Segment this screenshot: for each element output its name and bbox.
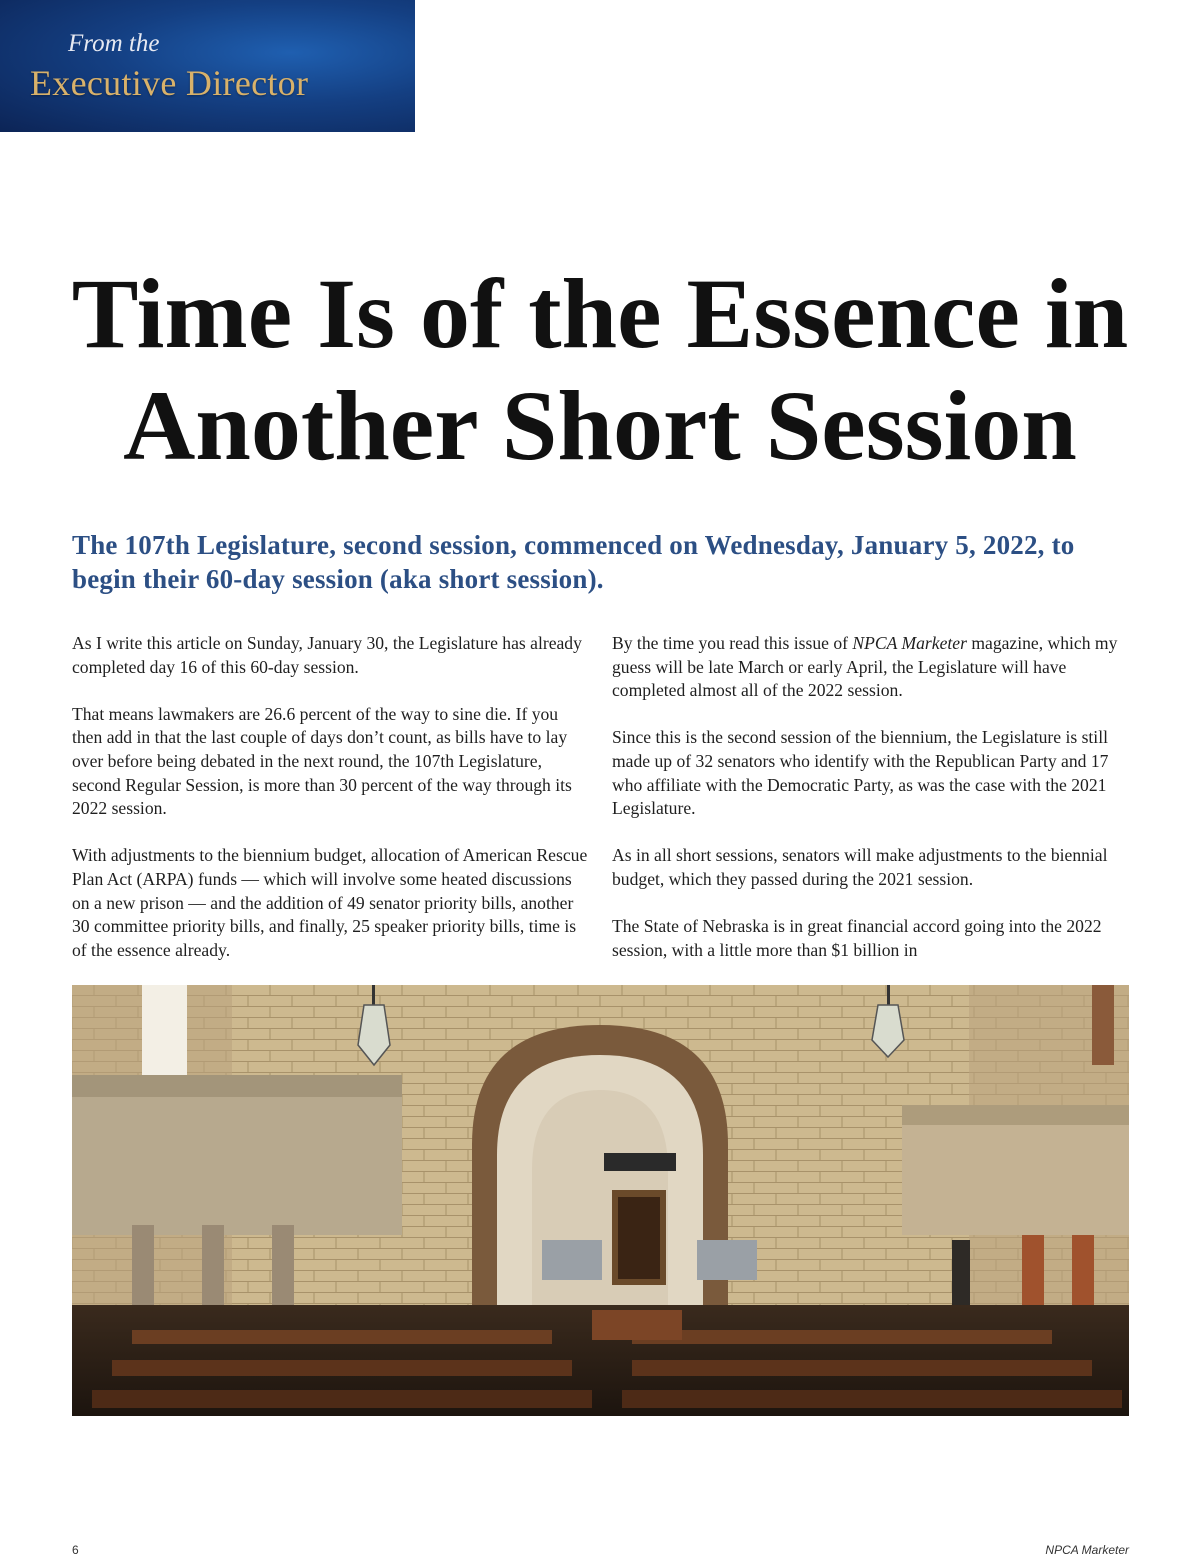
banner-title: Executive Director [30, 63, 309, 103]
paragraph [612, 632, 1132, 703]
legislative-chamber-photo [72, 985, 1129, 1416]
paragraph: With adjustments to the biennium budget, allocation of American Rescue Plan Act (ARPA) funds — which will involve some heated discussions on a new prison — and the addition of 49 senator priority bills, another 30 committee priority bills, and finally, 25 speaker priority bills, time is of the essence already. [72, 845, 588, 960]
paragraph-text: magazine, which my guess will be late March or early April, the Legislature will have completed almost all of the 2022 session. [612, 633, 1118, 701]
article-column-left [72, 632, 592, 986]
paragraph: The State of Nebraska is in great financial accord going into the 2022 session, with a little more than $1 billion in [612, 916, 1102, 960]
banner-from-text: From the [68, 30, 160, 57]
article-deck: The 107th Legislature, second session, commenced on Wednesday, January 5, 2022, to begin their 60-day session (aka short session). [72, 530, 1075, 594]
article-column-right [612, 632, 1132, 986]
paragraph: As I write this article on Sunday, January 30, the Legislature has already completed day 16 of this 60-day session. [72, 633, 582, 677]
chamber-illustration [72, 985, 1129, 1416]
page-number: 6 [72, 1543, 79, 1557]
section-banner [0, 0, 415, 132]
article-headline: Time Is of the Essence in Another Short Session [71, 258, 1129, 481]
paragraph: That means lawmakers are 26.6 percent of the way to sine die. If you then add in that the last couple of days don’t count, as bills have to lay over before being debated in the next round, the 107th Legislature, second Regular Session, is more than 30 percent of the way through its 2022 session. [72, 703, 572, 819]
paragraph: As in all short sessions, senators will make adjustments to the biennial budget, which they passed during the 2021 session. [612, 845, 1108, 889]
magazine-name-footer: NPCA Marketer [1045, 1543, 1129, 1557]
paragraph-text: By the time you read this issue of [612, 633, 853, 653]
magazine-title-italic: NPCA Marketer [852, 633, 967, 653]
paragraph: Since this is the second session of the biennium, the Legislature is still made up of 32 senators who identify with the Republican Party and 17 who affiliate with the Democratic Party, as was the case with the 2021 Legislature. [612, 727, 1109, 819]
